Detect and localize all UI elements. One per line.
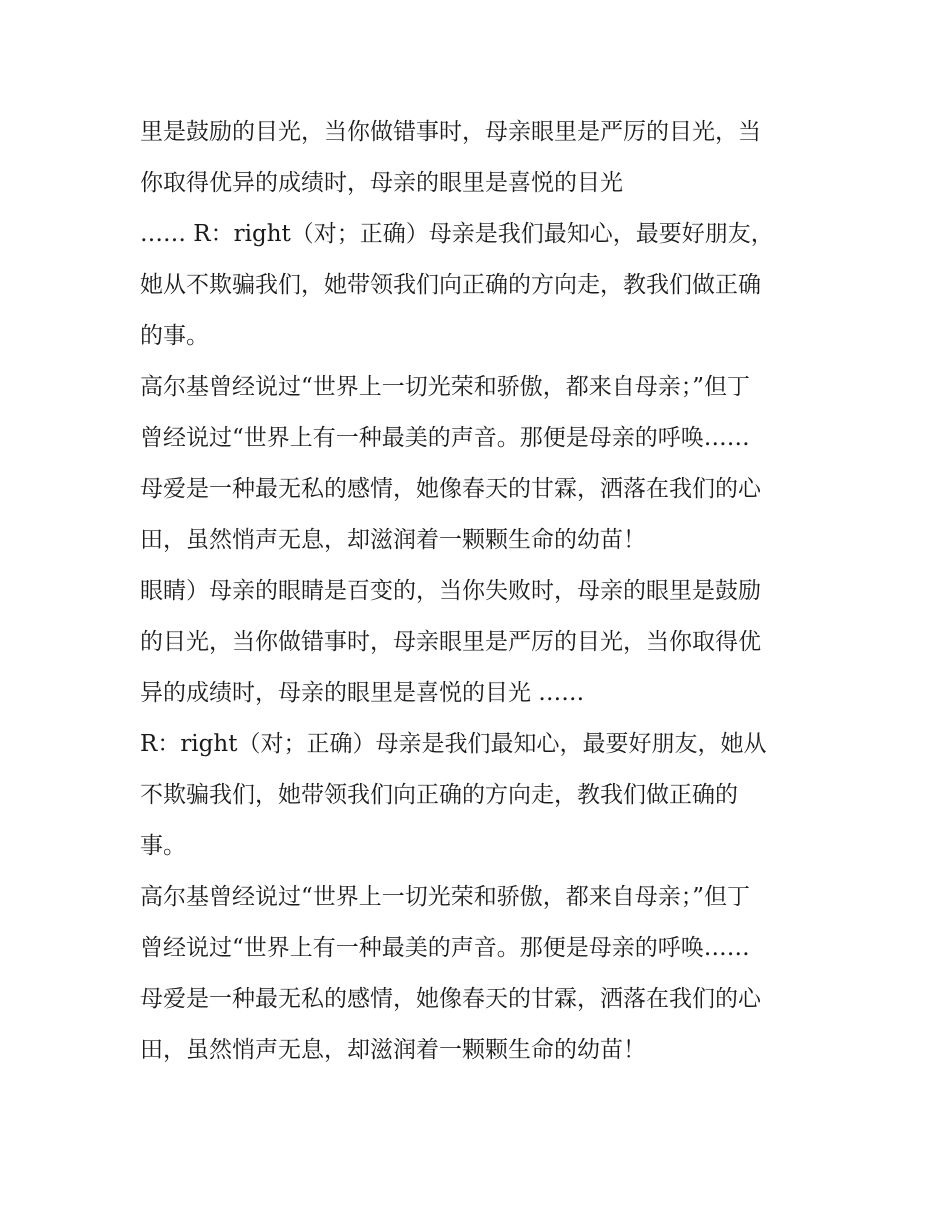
paragraph-6: R：right（对；正确）母亲是我们最知心，最要好朋友，她从 不欺骗我们，她带领我们向正确的方向走，教我们做正确的 事。 xyxy=(140,731,767,859)
paragraph-4: 母爱是一种最无私的感情，她像春天的甘霖，洒落在我们的心 田，虽然悄声无息，却滋润着一颗颗生命的幼苗！ xyxy=(140,476,761,553)
paragraph-5: 眼睛）母亲的眼睛是百变的，当你失败时，母亲的眼里是鼓励 的目光，当你做错事时，母亲眼里是严厉的目光，当你取得优 异的成绩时，母亲的眼里是喜悦的目光 …… xyxy=(140,578,761,706)
paragraph-7: 高尔基曾经说过“世界上一切光荣和骄傲，都来自母亲；”但丁 曾经说过“世界上有一种最美的声音。那便是母亲的呼唤…… xyxy=(140,884,751,961)
paragraph-1: 里是鼓励的目光，当你做错事时，母亲眼里是严厉的目光，当 你取得优异的成绩时，母亲的眼里是喜悦的目光 xyxy=(140,119,761,196)
paragraph-2: …… R：right（对；正确）母亲是我们最知心，最要好朋友， 她从不欺骗我们，她带领我们向正确的方向走，教我们做正确 的事。 xyxy=(140,221,774,349)
paragraph-8: 母爱是一种最无私的感情，她像春天的甘霖，洒落在我们的心 田，虽然悄声无息，却滋润着一颗颗生命的幼苗！ xyxy=(140,986,761,1063)
document-body xyxy=(140,107,820,1076)
paragraph-3: 高尔基曾经说过“世界上一切光荣和骄傲，都来自母亲；”但丁 曾经说过“世界上有一种最美的声音。那便是母亲的呼唤…… xyxy=(140,374,751,451)
